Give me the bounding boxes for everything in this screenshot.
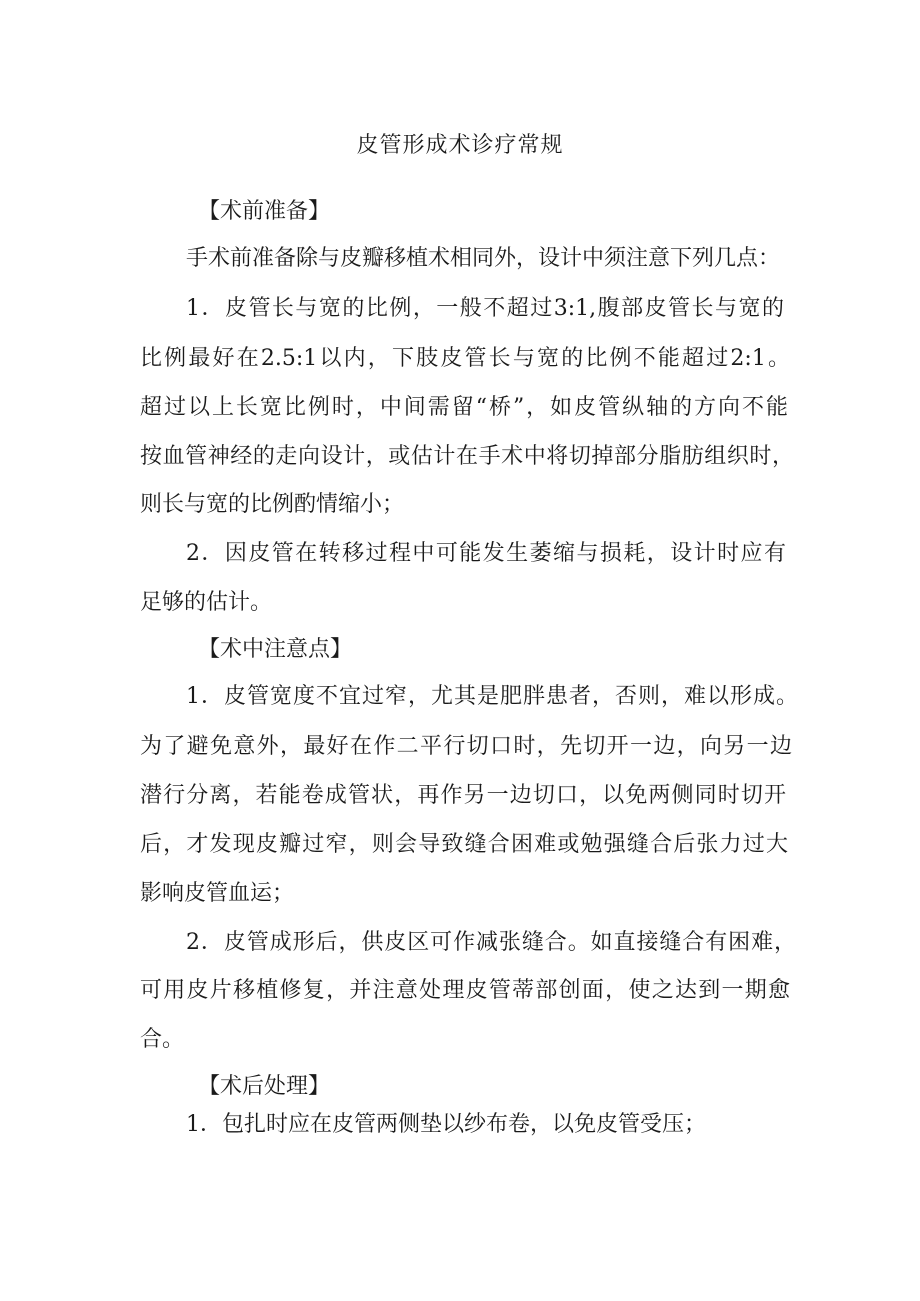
paragraph-line: 按血管神经的走向设计，或估计在手术中将切掉部分脂肪组织时， (140, 444, 794, 469)
paragraph-line: 为了避免意外，最好在作二平行切口时，先切开一边，向另一边 (140, 734, 792, 759)
paragraph-line: 超过以上长宽比例时，中间需留“桥”，如皮管纵轴的方向不能 (140, 395, 788, 420)
paragraph-line: 后，才发现皮瓣过窄，则会导致缝合困难或勉强缝合后张力过大 (140, 832, 788, 857)
paragraph-line: 合。 (140, 1027, 185, 1052)
paragraph-line: 1．皮管宽度不宜过窄，尤其是肥胖患者，否则，难以形成。 (186, 684, 798, 709)
paragraph-line: 足够的估计。 (140, 590, 273, 615)
paragraph-line: 潜行分离，若能卷成管状，再作另一边切口，以免两侧同时切开 (140, 783, 786, 808)
section-heading-intraop: 【术中注意点】 (198, 637, 353, 662)
paragraph-line: 1．皮管长与宽的比例，一般不超过3:1,腹部皮管长与宽的 (186, 296, 784, 321)
paragraph-line: 影响皮管血运； (140, 881, 295, 906)
paragraph-line: 1．包扎时应在皮管两侧垫以纱布卷，以免皮管受压； (186, 1112, 706, 1137)
section-heading-preop: 【术前准备】 (198, 199, 331, 224)
paragraph-line: 则长与宽的比例酌情缩小； (140, 492, 405, 517)
paragraph-line: 比例最好在2.5:1以内，下肢皮管长与宽的比例不能超过2:1。 (140, 346, 790, 371)
document-title: 皮管形成术诊疗常规 (356, 133, 564, 158)
paragraph-line: 2．皮管成形后，供皮区可作减张缝合。如直接缝合有困难， (186, 930, 796, 955)
paragraph-line: 2．因皮管在转移过程中可能发生萎缩与损耗，设计时应有 (186, 541, 786, 566)
paragraph-line: 可用皮片移植修复，并注意处理皮管蒂部创面，使之达到一期愈 (140, 978, 790, 1003)
section-heading-postop: 【术后处理】 (198, 1074, 331, 1099)
paragraph-line: 手术前准备除与皮瓣移植术相同外，设计中须注意下列几点： (186, 246, 781, 271)
